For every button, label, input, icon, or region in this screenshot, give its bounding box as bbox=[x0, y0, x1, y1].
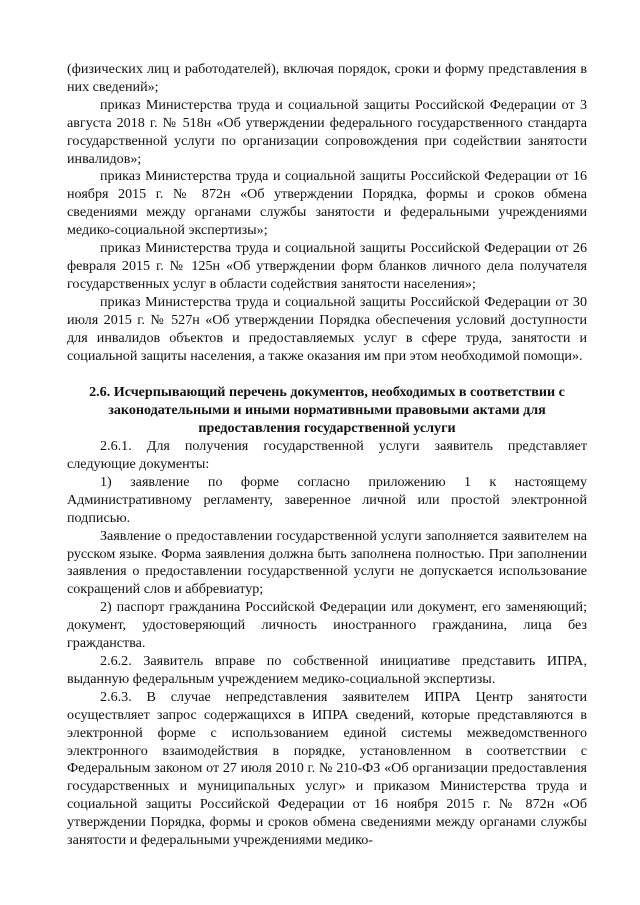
paragraph-2-6-2: 2.6.2. Заявитель вправе по собственной инициативе представить ИПРА, выданную федеральным учреждением медико-социальной экспертизы. bbox=[67, 653, 587, 687]
paragraph-item-2: 2) паспорт гражданина Российской Федерации или документ, его заменяющий; документ, удостоверяющий личность иностранного гражданина, лица без гражданства. bbox=[67, 599, 587, 652]
paragraph-continuation: (физических лиц и работодателей), включая порядок, сроки и форму представления в них сведений»; bbox=[67, 61, 587, 95]
paragraph-order-872n: приказ Министерства труда и социальной защиты Российской Федерации от 16 ноября 2015 г. № 872н «Об утверждении Порядка, формы и сроков обмена сведениями между органами службы занятости и федеральными учреждениями медико-социальной экспертизы»; bbox=[67, 168, 587, 239]
paragraph-order-527n: приказ Министерства труда и социальной защиты Российской Федерации от 30 июля 2015 г. № 527н «Об утверждении Порядка обеспечения условий доступности для инвалидов объектов и предоставляемых услуг в сфере труда, занятости и социальной защиты населения, а также оказания им при этом необходимой помощи». bbox=[67, 293, 587, 364]
paragraph-item-1: 1) заявление по форме согласно приложению 1 к настоящему Административному регламенту, заверенное личной или простой электронной подписью. bbox=[67, 473, 587, 526]
paragraph-2-6-1: 2.6.1. Для получения государственной услуги заявитель представляет следующие документы: bbox=[67, 438, 587, 473]
document-page bbox=[67, 61, 587, 850]
paragraph-order-518n: приказ Министерства труда и социальной защиты Российской Федерации от 3 августа 2018 г. № 518н «Об утверждении федерального государственного стандарта государственной услуги по организации сопровождения при содействии занятости инвалидов»; bbox=[67, 96, 587, 167]
paragraph-2-6-3: 2.6.3. В случае непредставления заявителем ИПРА Центр занятости осуществляет запрос содержащихся в ИПРА сведений, которые представляются в электронной форме с использованием единой системы межведомственного электронного взаимодействия в порядке, установленном в соответствии с Федеральным законом от 27 июля 2010 г. № 210-ФЗ «Об организации предоставления государственных и муниципальных услуг» и приказом Министерства труда и социальной защиты Российской Федерации от 16 ноября 2015 г. № 872н «Об утверждении Порядка, формы и сроков обмена сведениями между органами службы занятости и федеральными учреждениями медико- bbox=[67, 688, 587, 849]
paragraph-order-125n: приказ Министерства труда и социальной защиты Российской Федерации от 26 февраля 2015 г. № 125н «Об утверждении форм бланков личного дела получателя государственных услуг в области содействия занятости населения»; bbox=[67, 240, 587, 292]
paragraph-application-language: Заявление о предоставлении государственной услуги заполняется заявителем на русском языке. Форма заявления должна быть заполнена полностью. При заполнении заявления о предоставлении государственной услуги не допускается использование сокращений слов и аббревиатур; bbox=[67, 527, 587, 598]
section-heading-2-6: 2.6. Исчерпывающий перечень документов, необходимых в соответствии с законодательными и иными нормативными правовыми актами для предоставления государственной услуги bbox=[89, 384, 565, 437]
